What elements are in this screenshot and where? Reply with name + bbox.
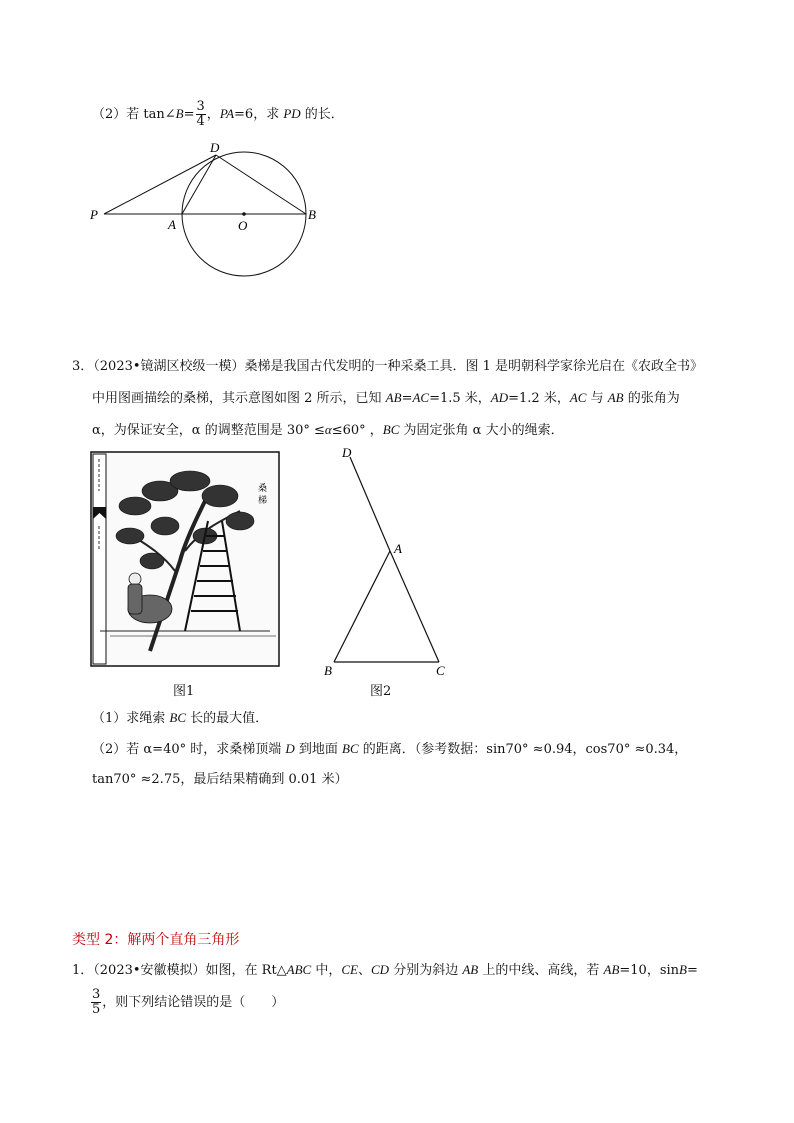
q3-l2-e: 的张角为 (623, 391, 680, 406)
var-alpha: α (324, 422, 332, 437)
q2-part2-text (92, 100, 344, 129)
q3-sub2-a: （2）若 α=40° 时，求桑梯顶端 (92, 742, 286, 757)
q3-sub1 (92, 709, 268, 728)
label-c: C (436, 663, 445, 678)
label-a: A (394, 541, 402, 556)
var-ab: AB (603, 962, 620, 977)
frac-denominator: 5 (92, 1002, 101, 1017)
fraction-3-5 (91, 988, 101, 1017)
svg-text:桑: 桑 (258, 483, 268, 493)
var-bc: BC (342, 741, 359, 756)
q3-sub2-line2: tan70° ≈2.75，最后结果精确到 0.01 米） (92, 772, 348, 787)
q1-l1-a: 1．（2023•安徽模拟）如图，在 Rt△ (72, 963, 287, 978)
q1-line2 (90, 988, 284, 1017)
var-ac: AC (412, 390, 430, 405)
q1-l1-b: 中， (311, 963, 342, 978)
q3-l3-a: α，为保证安全，α 的调整范围是 30° ≤ (92, 423, 325, 438)
q1-l2-text: ，则下列结论错误的是（ ） (102, 995, 285, 1010)
eq-sign: = (183, 107, 195, 122)
var-ab: AB (462, 962, 479, 977)
q1-l1-d: 分别为斜边 (389, 963, 463, 978)
line-da (350, 457, 390, 551)
line-ac (390, 551, 439, 662)
q1-l1-f: =10，sin (619, 963, 680, 978)
q2-text-mid2: =6，求 (234, 107, 284, 122)
line-ab (334, 551, 390, 662)
label-d: D (342, 445, 352, 460)
mulberry-ladder-illustration (90, 451, 280, 667)
label-p: P (90, 207, 98, 222)
label-b: B (308, 207, 316, 222)
center-dot (242, 212, 246, 216)
q3-l2-c: =1.2 米， (508, 391, 570, 406)
ladder-schematic-figure (318, 443, 458, 683)
var-pa: PA (219, 106, 235, 121)
var-ce: CE (341, 962, 358, 977)
q3-sub1-a: （1）求绳索 (92, 711, 170, 726)
q3-l2-d: 与 (586, 391, 608, 406)
q1-l1-e: 上的中线、高线，若 (478, 963, 604, 978)
q3-l3-c: 为固定张角 α 大小的绳索． (399, 423, 564, 438)
eq-sign: = (401, 391, 413, 406)
var-d: D (285, 741, 295, 756)
frac-numerator: 3 (92, 987, 101, 1002)
var-cd: CD (371, 962, 390, 977)
var-pd: PD (283, 106, 301, 121)
frac-numerator: 3 (196, 99, 205, 114)
q3-sub1-b: 长的最大值． (186, 711, 269, 726)
circle-tangent-figure (80, 140, 340, 285)
var-ac: AC (569, 390, 587, 405)
figure1-caption: 图1 (173, 684, 195, 699)
var-ab: AB (607, 390, 624, 405)
q1-l1-c: 、 (358, 963, 372, 978)
var-ad: AD (490, 390, 509, 405)
q2-text-suffix: 的长． (300, 107, 344, 122)
var-b: B (679, 962, 687, 977)
frac-denominator: 4 (196, 114, 205, 129)
var-abc: ABC (286, 962, 312, 977)
line-db (216, 155, 306, 214)
var-bc: BC (382, 422, 400, 437)
eq-sign: = (686, 963, 698, 978)
var-b: B (175, 106, 184, 121)
q3-sub2 (92, 740, 687, 759)
var-ab: AB (385, 390, 402, 405)
q3-line1: 3．（2023•镜湖区校级一模）桑梯是我国古代发明的一种采桑工具．图 1 是明朝科学家徐光启在《农政全书》 (72, 359, 704, 374)
q3-line3 (92, 421, 564, 440)
label-d: D (210, 140, 220, 155)
fraction-3-4 (196, 100, 206, 129)
q1-line1 (72, 961, 698, 980)
q2-text-prefix: （2）若 tan∠ (92, 107, 176, 122)
q3-line2 (92, 389, 680, 408)
figure2-caption: 图2 (370, 684, 392, 699)
label-a: A (168, 217, 176, 232)
label-o: O (238, 218, 248, 233)
svg-text:梯: 梯 (258, 495, 268, 505)
var-bc: BC (169, 710, 187, 725)
q2-text-mid1: ， (206, 107, 220, 122)
q3-l3-b: ≤60° ， (331, 423, 383, 438)
label-b: B (324, 663, 332, 678)
q3-l2-b: =1.5 米， (429, 391, 491, 406)
section-title: 类型 2：解两个直角三角形 (72, 932, 240, 948)
q3-sub2-b: 到地面 (294, 742, 343, 757)
q3-sub2-c: 的距离．（参考数据：sin70° ≈0.94，cos70° ≈0.34， (358, 742, 688, 757)
q3-l2-a: 中用图画描绘的桑梯，其示意图如图 2 所示，已知 (92, 391, 386, 406)
